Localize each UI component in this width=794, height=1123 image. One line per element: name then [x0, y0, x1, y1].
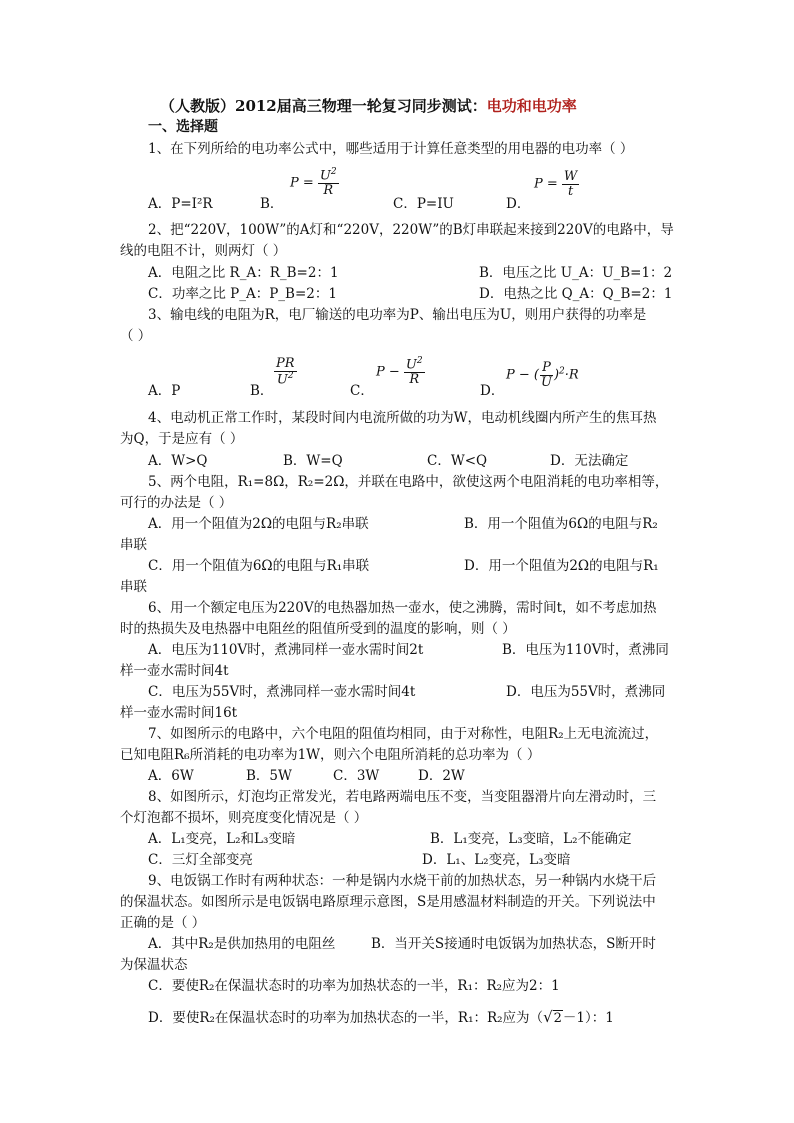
- q3-option-b: B．: [250, 383, 274, 399]
- q1-formula-d: P = $\frac{W}{t}$: [534, 169, 578, 199]
- section-heading: 一、选择题: [148, 119, 218, 135]
- title-prefix: （人教版）2012届高三物理一轮复习同步测试：: [160, 97, 487, 115]
- q6-option-c: C．电压为55V时，煮沸同样一壶水需时间4t: [148, 684, 416, 700]
- q6-option-b: B．电压为110V时，煮沸同: [502, 642, 669, 658]
- q9-line3: 正确的是（ ）: [120, 915, 206, 931]
- q4-option-d: D．无法确定: [550, 453, 629, 469]
- q8-line2: 个灯泡都不损坏，则亮度变化情况是（ ）: [120, 810, 368, 826]
- q2-line1: 2、把“220V，100W”的A灯和“220V，220W”的B灯串联起来接到220V的电路中，导: [148, 222, 674, 238]
- q1-option-c: C．P=IU: [393, 196, 454, 212]
- title-topic: 电功和电功率: [486, 97, 577, 115]
- q4-option-c: C．W<Q: [427, 453, 488, 469]
- q9-option-d-tail: －1）：1: [562, 1010, 614, 1026]
- q7-option-c: C．3W: [333, 768, 380, 784]
- q8-option-a: A．L₁变亮，L₂和L₃变暗: [148, 831, 296, 847]
- q2-option-b: B．电压之比 U_A：U_B=1：2: [479, 265, 673, 281]
- q5-option-b: B．用一个阻值为6Ω的电阻与R₂: [464, 516, 658, 532]
- q9-option-c: C．要使R₂在保温状态时的功率为加热状态的一半，R₁：R₂应为2：1: [148, 978, 560, 994]
- q3-line1: 3、输电线的电阻为R，电厂输送的电功率为P、输出电压为U，则用户获得的功率是: [148, 307, 647, 323]
- q3-option-d: D．: [480, 383, 505, 399]
- q1-stem: 1、在下列所给的电功率公式中，哪些适用于计算任意类型的用电器的电功率（ ）: [148, 141, 634, 157]
- q6-option-a: A．电压为110V时，煮沸同样一壶水需时间2t: [148, 642, 424, 658]
- q5-option-d-cont: 串联: [120, 579, 147, 595]
- q5-option-b-cont: 串联: [120, 537, 147, 553]
- q9-option-b: B．当开关S接通时电饭锅为加热状态，S断开时: [371, 936, 656, 952]
- q2-option-d: D．电热之比 Q_A：Q_B=2：1: [479, 286, 673, 302]
- q5-option-c: C．用一个阻值为6Ω的电阻与R₁串联: [148, 558, 370, 574]
- q3-line2: （ ）: [120, 328, 152, 344]
- q9-option-b-cont: 为保温状态: [120, 957, 188, 973]
- q7-option-b: B．5W: [246, 768, 292, 784]
- q5-line2: 可行的办法是（ ）: [120, 495, 233, 511]
- q7-line1: 7、如图所示的电路中，六个电阻的阻值均相同，由于对称性，电阻R₂上无电流流过，: [148, 726, 659, 742]
- q6-line1: 6、用一个额定电压为220V的电热器加热一壶水，使之沸腾，需时间t，如不考虑加热: [148, 600, 657, 616]
- q9-line2: 的保温状态。如图所示是电饭锅电路原理示意图，S是用感温材料制造的开关。下列说法中: [120, 894, 656, 910]
- q3-formula-c: P − $\frac{U^2}{R}$: [376, 356, 423, 387]
- q2-line2: 线的电阻不计，则两灯（ ）: [120, 243, 287, 259]
- q3-formula-d: P − ( $\frac{P}{U}$ )$^2$·R: [506, 360, 579, 390]
- q3-option-c: C．: [350, 383, 374, 399]
- q6-line2: 时的热损失及电热器中电阻丝的阻值所受到的温度的影响，则（ ）: [120, 621, 516, 637]
- q9-line1: 9、电饭锅工作时有两种状态：一种是锅内水烧干前的加热状态，另一种锅内水烧干后: [148, 873, 657, 889]
- q3-formula-b: $\frac{PR}{U^2}$: [276, 356, 295, 387]
- q8-line1: 8、如图所示，灯泡均正常发光，若电路两端电压不变，当变阻器滑片向左滑动时，三: [148, 789, 657, 805]
- q5-option-a: A．用一个阻值为2Ω的电阻与R₂串联: [148, 516, 369, 532]
- q5-line1: 5、两个电阻，R₁=8Ω，R₂=2Ω，并联在电路中，欲使这两个电阻消耗的电功率相等，: [148, 474, 669, 490]
- q7-option-d: D．2W: [418, 768, 465, 784]
- q4-option-b: B．W=Q: [283, 453, 343, 469]
- q7-line2: 已知电阻R₆所消耗的电功率为1W，则六个电阻所消耗的总功率为（ ）: [120, 747, 541, 763]
- q9-sqrt2: √2: [543, 1008, 562, 1026]
- q1-option-b: B．: [260, 196, 284, 212]
- q8-option-c: C．三灯全部变亮: [148, 852, 253, 868]
- q1-option-a: A．P=I²R: [148, 196, 213, 212]
- q2-option-c: C．功率之比 P_A：P_B=2：1: [148, 286, 337, 302]
- q7-option-a: A．6W: [148, 768, 194, 784]
- q1-option-d: D．: [506, 196, 531, 212]
- q1-formula-b: P = $\frac{U^2}{R}$: [290, 167, 337, 198]
- page-title: [160, 97, 577, 115]
- q9-option-a: A．其中R₂是供加热用的电阻丝: [148, 936, 336, 952]
- q8-option-b: B．L₁变亮，L₃变暗，L₂不能确定: [430, 831, 632, 847]
- q9-option-d: [148, 1008, 614, 1027]
- q6-option-b-cont: 样一壶水需时间4t: [120, 663, 229, 679]
- q6-option-d: D．电压为55V时，煮沸同: [506, 684, 666, 700]
- q5-option-d: D．用一个阻值为2Ω的电阻与R₁: [464, 558, 659, 574]
- q4-line1: 4、电动机正常工作时，某段时间内电流所做的功为W，电动机线圈内所产生的焦耳热: [148, 410, 657, 426]
- q4-option-a: A．W>Q: [148, 453, 208, 469]
- q8-option-d: D．L₁、L₂变亮，L₃变暗: [422, 852, 571, 868]
- q2-option-a: A．电阻之比 R_A：R_B=2：1: [148, 265, 339, 281]
- q4-line2: 为Q，于是应有（ ）: [120, 431, 244, 447]
- q3-option-a: A．P: [148, 383, 181, 399]
- q6-option-d-cont: 样一壶水需时间16t: [120, 705, 238, 721]
- q9-option-d-text: D．要使R₂在保温状态时的功率为加热状态的一半，R₁：R₂应为（: [148, 1010, 544, 1026]
